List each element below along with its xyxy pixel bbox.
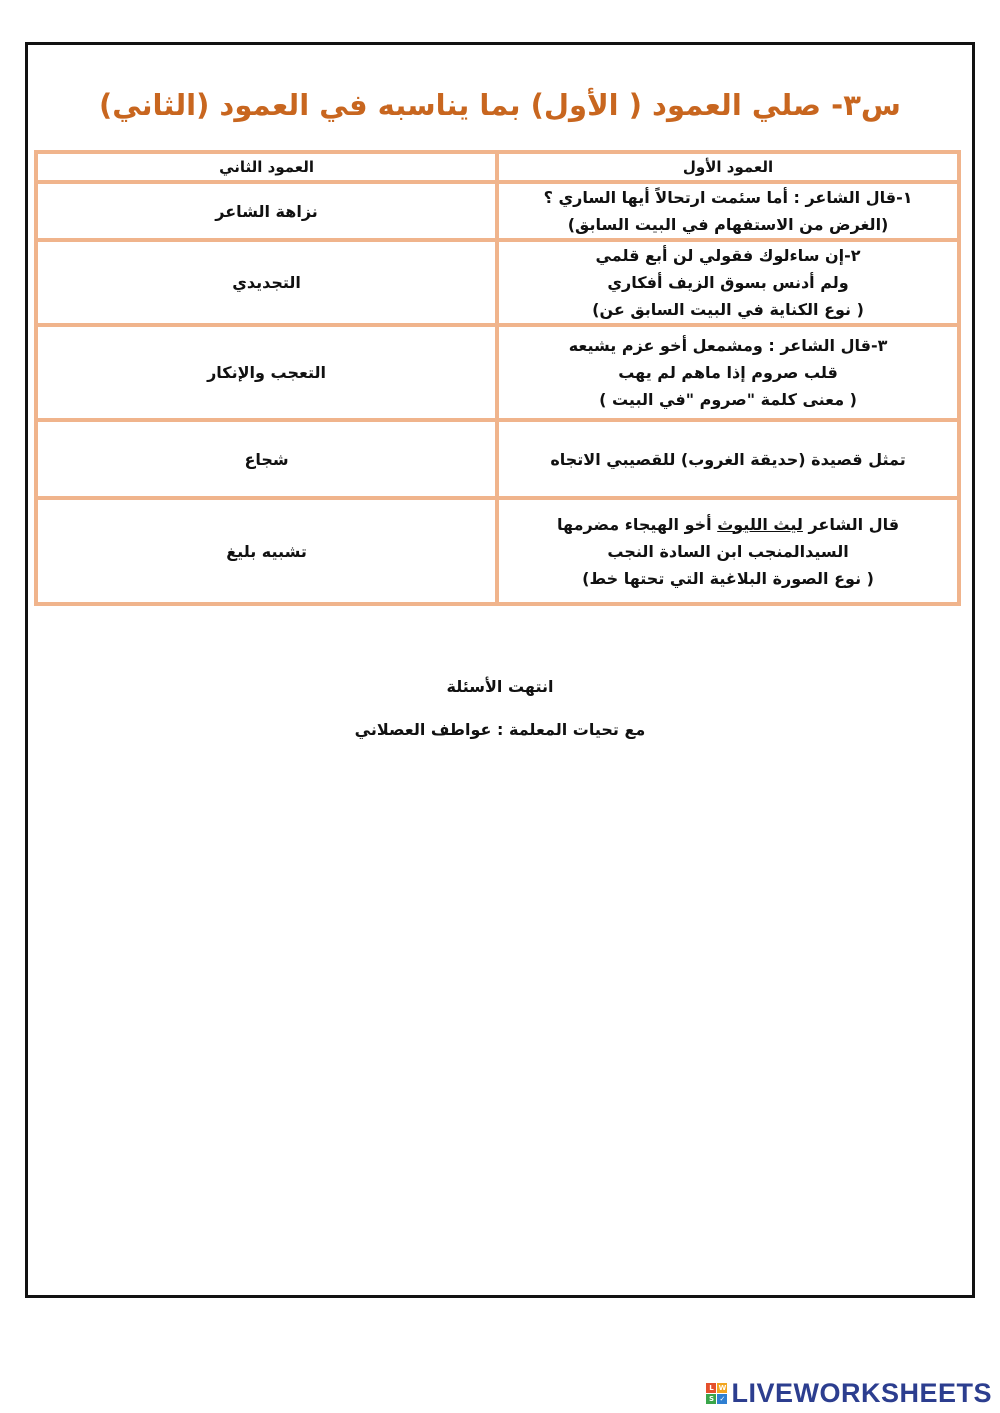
table-header-row <box>36 152 959 182</box>
cell-line: ( معنى كلمة "صروم "في البيت ) <box>599 390 857 409</box>
table-row <box>36 182 959 240</box>
first-column-cell <box>497 420 959 498</box>
second-column-cell[interactable]: التعجب والإنكار <box>36 325 497 420</box>
cell-line: ٣-قال الشاعر : ومشمعل أخو عزم يشيعه <box>568 336 888 355</box>
table-row <box>36 325 959 420</box>
table-row <box>36 498 959 604</box>
logo-tile: ✓ <box>717 1394 727 1404</box>
col-second-header: العمود الثاني <box>36 152 497 182</box>
cell-line: تمثل قصيدة (حديقة الغروب) للقصيبي الاتجاه <box>550 449 906 469</box>
cell-line: قلب صروم إذا ماهم لم يهب <box>618 363 838 382</box>
first-column-cell <box>497 240 959 325</box>
liveworksheets-logo[interactable] <box>706 1378 992 1409</box>
teacher-signature: مع تحيات المعلمة : عواطف العصلاني <box>354 720 646 739</box>
cell-line: ١-قال الشاعر : أما سئمت ارتحالاً أيها الساري ؟ <box>543 188 913 207</box>
first-column-cell <box>497 498 959 604</box>
question-title: س٣- صلي العمود ( الأول) بما يناسبه في العمود (الثاني) <box>99 88 901 122</box>
brand-name: LIVEWORKSHEETS <box>731 1378 992 1408</box>
first-column-cell <box>497 325 959 420</box>
table-row <box>36 240 959 325</box>
cell-line: ( نوع الصورة البلاغية التي تحتها خط) <box>582 568 874 588</box>
cell-line: ٢-إن ساءلوك فقولي لن أبع قلمي <box>595 246 861 265</box>
end-of-questions: انتهت الأسئلة <box>446 677 554 696</box>
cell-line: ولم أدنس بسوق الزيف أفكاري <box>607 273 849 292</box>
liveworksheets-icon <box>706 1383 727 1404</box>
first-column-cell <box>497 182 959 240</box>
logo-tile: L <box>706 1383 716 1393</box>
second-column-cell[interactable]: تشبيه بليغ <box>36 498 497 604</box>
table-row <box>36 420 959 498</box>
cell-line: (الغرض من الاستفهام في البيت السابق) <box>567 215 889 234</box>
logo-tile: S <box>706 1394 716 1404</box>
second-column-cell[interactable]: التجديدي <box>36 240 497 325</box>
logo-tile: W <box>718 1384 727 1392</box>
cell-line-with-underline <box>505 511 951 538</box>
second-column-cell[interactable]: شجاع <box>36 420 497 498</box>
underlined-phrase: ليث الليوث <box>717 514 803 534</box>
cell-line: ( نوع الكناية في البيت السابق عن) <box>592 300 864 319</box>
cell-line: السيدالمنجب ابن السادة النجب <box>607 541 849 561</box>
matching-table <box>34 150 961 606</box>
cell-text-prefix: قال الشاعر <box>802 514 900 534</box>
second-column-cell[interactable]: نزاهة الشاعر <box>36 182 497 240</box>
cell-text-suffix: أخو الهيجاء مضرمها <box>557 514 718 534</box>
col-first-header: العمود الأول <box>497 152 959 182</box>
